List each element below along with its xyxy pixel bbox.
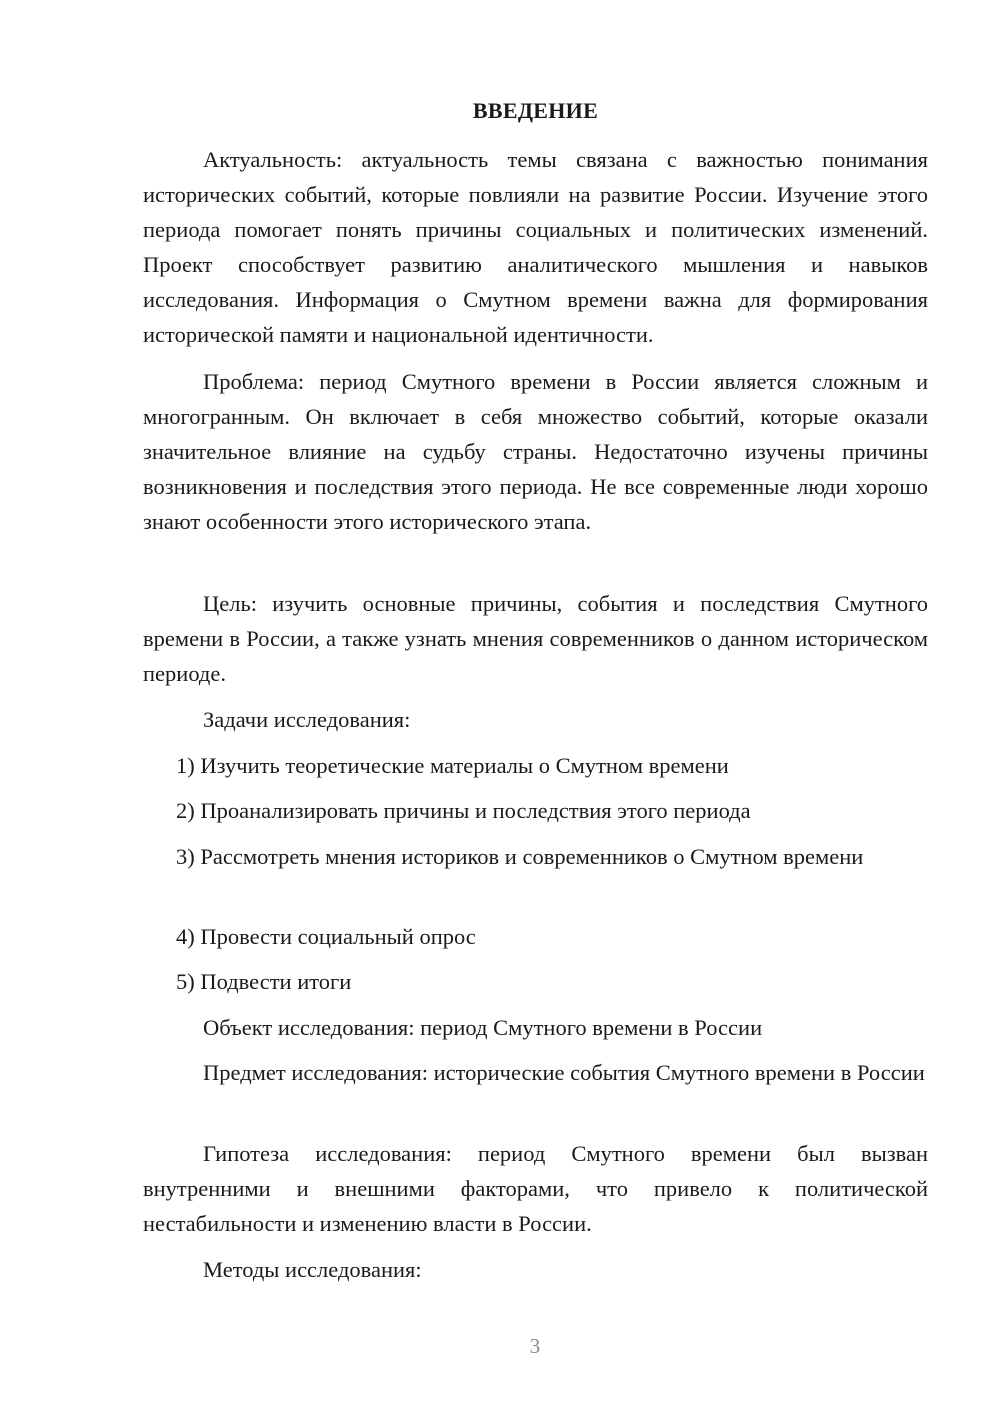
section-heading: ВВЕДЕНИЕ — [472, 98, 599, 123]
tasks-heading: Задачи исследования: — [203, 707, 411, 732]
paragraph-problem: Проблема: период Смутного времени в России является сложным и многогранным. Он включает в себя множество событий, которые оказали значительное влияние на судьбу страны. Недостаточно изучены причины возникновения и последствия этого периода. Не все современные люди хорошо знают особенности этого исторического этапа. — [143, 369, 928, 534]
paragraph-subject: Предмет исследования: исторические события Смутного времени в России — [203, 1060, 925, 1085]
task-item-3: 3) Рассмотреть мнения историков и современников о Смутном времени — [176, 844, 864, 869]
task-item-2: 2) Проанализировать причины и последствия этого периода — [176, 798, 751, 823]
task-item-4: 4) Провести социальный опрос — [176, 924, 476, 949]
paragraph-relevance: Актуальность: актуальность темы связана с важностью понимания исторических событий, которые повлияли на развитие России. Изучение этого периода помогает понять причины социальных и политических изменений. Проект способствует развитию аналитического мышления и навыков исследования. Информация о Смутном времени важна для формирования исторической памяти и национальной идентичности. — [143, 147, 928, 347]
paragraph-object: Объект исследования: период Смутного времени в России — [203, 1015, 763, 1040]
task-item-5: 5) Подвести итоги — [176, 969, 352, 994]
page-number: 3 — [529, 1334, 541, 1358]
paragraph-hypothesis: Гипотеза исследования: период Смутного времени был вызван внутренними и внешними факторами, что привело к политической нестабильности и изменению власти в России. — [143, 1141, 928, 1236]
task-item-1: 1) Изучить теоретические материалы о Смутном времени — [176, 753, 729, 778]
methods-heading: Методы исследования: — [203, 1257, 422, 1282]
paragraph-goal: Цель: изучить основные причины, события и последствия Смутного времени в России, а также узнать мнения современников о данном историческом периоде. — [143, 591, 928, 686]
